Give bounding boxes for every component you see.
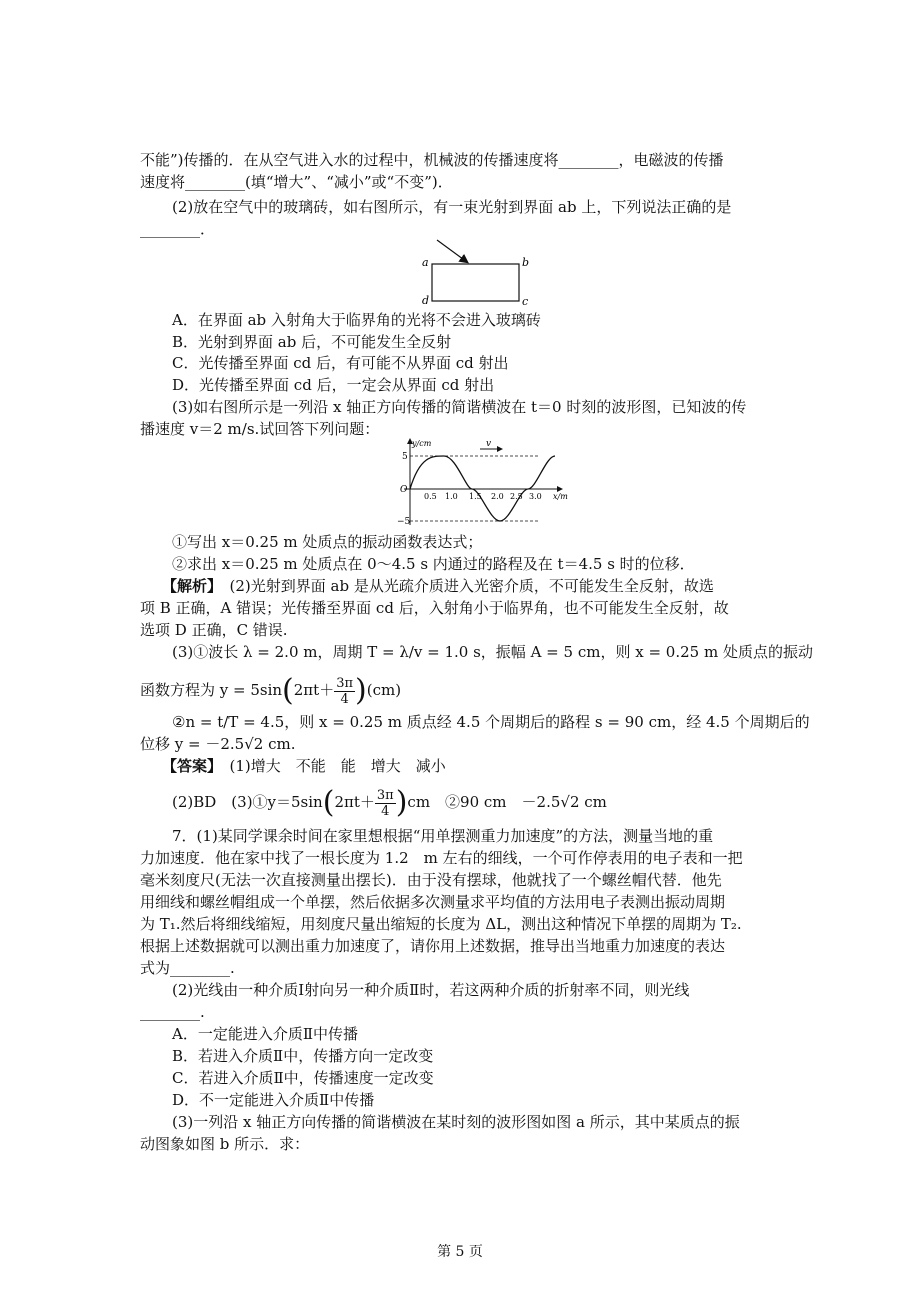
- label-c: c: [522, 295, 529, 308]
- question-7: 7．(1)某同学课余时间在家里想根据“用单摆测重力加速度”的方法，测量当地的重: [172, 827, 714, 845]
- text-line: 不能”)传播的．在从空气进入水的过程中，机械波的传播速度将________，电磁波的传播: [140, 151, 724, 169]
- x-tick: 1.0: [445, 492, 458, 501]
- x-axis-label: x/m: [553, 492, 568, 501]
- analysis-line: (3)①波长 λ = 2.0 m，周期 T = λ/v = 1.0 s，振幅 A = 5 cm，则 x = 0.25 m 处质点的振动: [172, 643, 813, 661]
- option-a: A．在界面 ab 入射角大于临界角的光将不会进入玻璃砖: [172, 311, 541, 329]
- x-tick: 1.5: [469, 492, 482, 501]
- option-d: D．不一定能进入介质Ⅱ中传播: [172, 1091, 375, 1109]
- text-line: 为 T₁.然后将细线缩短，用刻度尺量出缩短的长度为 ΔL，测出这种情况下单摆的周期为 T₂.: [140, 915, 742, 933]
- y-tick-neg5: −5: [397, 517, 411, 527]
- text-line: 速度将________(填“增大”、“减小”或“不变”)．: [140, 173, 453, 191]
- text-line: 根据上述数据就可以测出重力加速度了，请你用上述数据，推导出当地重力加速度的表达: [140, 937, 726, 955]
- y-tick-5: 5: [402, 452, 408, 462]
- formula-inner: 2πt＋: [334, 793, 375, 811]
- x-tick: 0.5: [424, 492, 437, 501]
- analysis-text: (2)光射到界面 ab 是从光疏介质进入光密介质，不可能发生全反射，故选: [214, 577, 714, 595]
- analysis-line: 项 B 正确，A 错误；光传播至界面 cd 后，入射角小于临界角，也不可能发生全反射，故: [140, 599, 729, 617]
- x-tick: 2.5: [510, 492, 523, 501]
- subquestion-2: ②求出 x＝0.25 m 处质点在 0～4.5 s 内通过的路程及在 t＝4.5 s 时的位移．: [172, 555, 695, 573]
- y-axis-label: y/cm: [412, 439, 432, 448]
- analysis-line: ②n = t/T = 4.5，则 x = 0.25 m 质点经 4.5 个周期后的路程 s = 90 cm，经 4.5 个周期后的: [172, 713, 810, 731]
- text-line: 动图象如图 b 所示．求：: [140, 1135, 310, 1153]
- glass-brick-figure: [415, 238, 540, 306]
- label-b: b: [522, 256, 530, 269]
- page-number: 第 5 页: [437, 1244, 483, 1260]
- fraction: $\frac{3\pi}{4}$: [376, 787, 394, 819]
- option-b: B．光射到界面 ab 后，不可能发生全反射: [172, 333, 452, 351]
- origin-label: O: [400, 485, 408, 495]
- option-b: B．若进入介质Ⅱ中，传播方向一定改变: [172, 1047, 434, 1065]
- analysis-line: [162, 576, 714, 596]
- formula-prefix: 函数方程为 y = 5sin: [140, 681, 283, 699]
- analysis-line: 位移 y = －2.5√2 cm.: [140, 735, 296, 753]
- formula-inner: 2πt＋: [293, 681, 335, 699]
- formula-prefix: (2)BD (3)①y＝5sin: [172, 793, 323, 811]
- label-d: d: [422, 294, 430, 307]
- analysis-formula: 函数方程为 y = 5sin(2πt＋ $\frac{3\pi}{4}$ )(cm): [140, 673, 402, 708]
- answer-line: [162, 756, 446, 776]
- question-2: (2)放在空气中的玻璃砖，如右图所示，有一束光射到界面 ab 上，下列说法正确的是: [172, 198, 732, 216]
- option-c: C．若进入介质Ⅱ中，传播速度一定改变: [172, 1069, 434, 1087]
- option-d: D．光传播至界面 cd 后，一定会从界面 cd 射出: [172, 376, 495, 394]
- text-line: 用细线和螺丝帽组成一个单摆，然后依据多次测量求平均值的方法用电子表测出振动周期: [140, 893, 726, 911]
- text-line: 毫米刻度尺(无法一次直接测量出摆长)．由于没有摆球，他就找了一个螺丝帽代替．他先: [140, 871, 722, 889]
- question-3: (3)如右图所示是一列沿 x 轴正方向传播的简谐横波在 t＝0 时刻的波形图，已知波的传: [172, 398, 747, 416]
- answer-formula: (2)BD (3)①y＝5sin(2πt＋ $\frac{3\pi}{4}$ )cm ②90 cm －2.5√2 cm: [172, 785, 607, 820]
- text-line: 力加速度．他在家中找了一根长度为 1.2 m 左右的细线，一个可作停表用的电子表和一把: [140, 849, 743, 867]
- answer-text: (1)增大 不能 能 增大 减小: [214, 757, 446, 775]
- analysis-line: 选项 D 正确，C 错误.: [140, 621, 288, 639]
- light-ray: [437, 240, 467, 262]
- answer-blank: ________．: [140, 220, 216, 238]
- velocity-label: v: [486, 439, 492, 449]
- fraction: $\frac{3\pi}{4}$: [336, 675, 354, 707]
- x-tick: 3.0: [529, 492, 542, 501]
- answer-label: 【答案】: [162, 757, 215, 775]
- answer-blank: ________.: [140, 1003, 205, 1021]
- formula-unit: (cm): [366, 681, 402, 699]
- subquestion-1: ①写出 x＝0.25 m 处质点的振动函数表达式；: [172, 533, 483, 551]
- glass-rect: [432, 264, 519, 301]
- x-tick: 2.0: [491, 492, 504, 501]
- analysis-label: 【解析】: [162, 577, 215, 595]
- option-c: C．光传播至界面 cd 后，有可能不从界面 cd 射出: [172, 354, 509, 372]
- text-line: 式为________.: [140, 959, 235, 977]
- question-7-2: (2)光线由一种介质Ⅰ射向另一种介质Ⅱ时，若这两种介质的折射率不同，则光线: [172, 981, 690, 999]
- formula-rest: cm ②90 cm －2.5√2 cm: [407, 793, 607, 811]
- option-a: A．一定能进入介质Ⅱ中传播: [172, 1025, 359, 1043]
- text-line: 播速度 v＝2 m/s.试回答下列问题：: [140, 420, 380, 438]
- question-7-3: (3)一列沿 x 轴正方向传播的简谐横波在某时刻的波形图如图 a 所示，其中某质点的振: [172, 1113, 740, 1131]
- wave-figure: [390, 437, 568, 527]
- label-a: a: [422, 256, 429, 269]
